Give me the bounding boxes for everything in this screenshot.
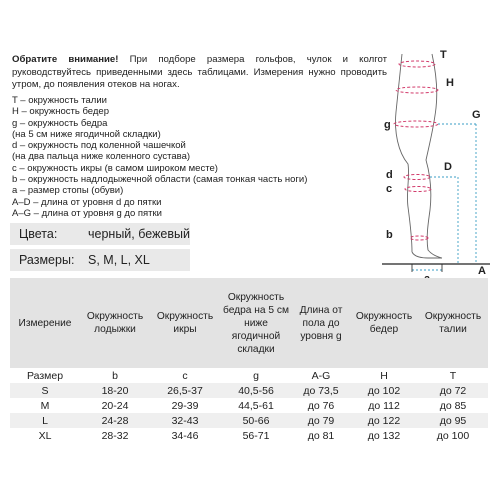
legend-item: b – окружность надлодыжечной области (самая тонкая часть ноги) <box>12 174 308 186</box>
table-cell: 40,5-56 <box>220 383 292 398</box>
sizes-box <box>10 249 190 271</box>
table-cell: 29-39 <box>150 398 220 413</box>
label-g: g <box>384 119 391 131</box>
legend-list <box>12 95 392 219</box>
table-cell: S <box>10 383 80 398</box>
table-cell: до 79 <box>292 413 350 428</box>
table-cell: A-G <box>292 368 350 383</box>
legend-item: (на два пальца ниже коленного сустава) <box>12 151 191 163</box>
table-row <box>10 428 488 443</box>
label-H: H <box>446 77 454 89</box>
table-header: Окружность икры <box>150 278 220 368</box>
table-cell: 56-71 <box>220 428 292 443</box>
table-cell: 20-24 <box>80 398 150 413</box>
table-cell: до 81 <box>292 428 350 443</box>
table-cell: до 112 <box>350 398 418 413</box>
legend-item: (на 5 см ниже ягодичной складки) <box>12 128 161 140</box>
table-row <box>10 398 488 413</box>
intro-paragraph <box>12 54 387 92</box>
label-D: D <box>444 161 452 173</box>
sizes-label: Размеры: <box>19 253 75 267</box>
table-cell: до 100 <box>418 428 488 443</box>
table-header: Окружность бедер <box>350 278 418 368</box>
legend-item: T – окружность талии <box>12 95 107 106</box>
label-A: A <box>478 265 486 277</box>
legend-item: g – окружность бедра <box>12 117 108 129</box>
table-row <box>10 383 488 398</box>
table-cell: до 95 <box>418 413 488 428</box>
legend-item: c – окружность икры (в самом широком месте) <box>12 162 218 174</box>
table-header: Окружность бедра на 5 см ниже ягодичной складки <box>220 278 292 368</box>
table-cell: до 132 <box>350 428 418 443</box>
leg-diagram <box>372 42 496 282</box>
table-cell: T <box>418 368 488 383</box>
label-c: c <box>386 183 393 195</box>
table-cell: 26,5-37 <box>150 383 220 398</box>
intro-text: При подборе размера гольфов, чулок и колгот руководствуйтесь приведенными здесь таблицами. Измерения нужно проводить утром, до появления отеков на ногах. <box>12 54 387 90</box>
size-table <box>10 278 488 443</box>
table-cell: 18-20 <box>80 383 150 398</box>
table-row <box>10 413 488 428</box>
table-cell: g <box>220 368 292 383</box>
table-cell: XL <box>10 428 80 443</box>
table-cell: 28-32 <box>80 428 150 443</box>
table-cell: до 72 <box>418 383 488 398</box>
label-d: d <box>386 169 393 181</box>
table-cell: до 76 <box>292 398 350 413</box>
legend-item: A–G – длина от уровня g до пятки <box>12 207 162 219</box>
table-header: Длина от пола до уровня g <box>292 278 350 368</box>
table-cell: Размер <box>10 368 80 383</box>
table-cell: M <box>10 398 80 413</box>
table-header-row <box>10 278 488 368</box>
table-cell: b <box>80 368 150 383</box>
table-cell: 44,5-61 <box>220 398 292 413</box>
table-row <box>10 368 488 383</box>
table-cell: c <box>150 368 220 383</box>
legend-item: A–D – длина от уровня d до пятки <box>12 196 162 208</box>
table-cell: 50-66 <box>220 413 292 428</box>
colors-value: черный, бежевый <box>88 227 190 241</box>
label-G: G <box>472 109 481 121</box>
label-b: b <box>386 229 393 241</box>
colors-label: Цвета: <box>19 227 58 241</box>
legend-item: H – окружность бедер <box>12 106 109 118</box>
table-cell: 34-46 <box>150 428 220 443</box>
sizes-value: S, M, L, XL <box>88 253 150 267</box>
table-header: Окружность талии <box>418 278 488 368</box>
colors-box <box>10 223 190 245</box>
table-cell: 24-28 <box>80 413 150 428</box>
table-cell: H <box>350 368 418 383</box>
label-T: T <box>440 49 447 61</box>
table-header: Окружность лодыжки <box>80 278 150 368</box>
legend-item: d – окружность под коленной чашечкой <box>12 140 186 152</box>
table-cell: до 102 <box>350 383 418 398</box>
table-cell: до 85 <box>418 398 488 413</box>
legend-item: a – размер стопы (обуви) <box>12 185 124 197</box>
table-cell: до 122 <box>350 413 418 428</box>
table-cell: до 73,5 <box>292 383 350 398</box>
table-cell: L <box>10 413 80 428</box>
intro-bold: Обратите внимание! <box>12 54 119 65</box>
table-cell: 32-43 <box>150 413 220 428</box>
table-header: Измерение <box>10 278 80 368</box>
